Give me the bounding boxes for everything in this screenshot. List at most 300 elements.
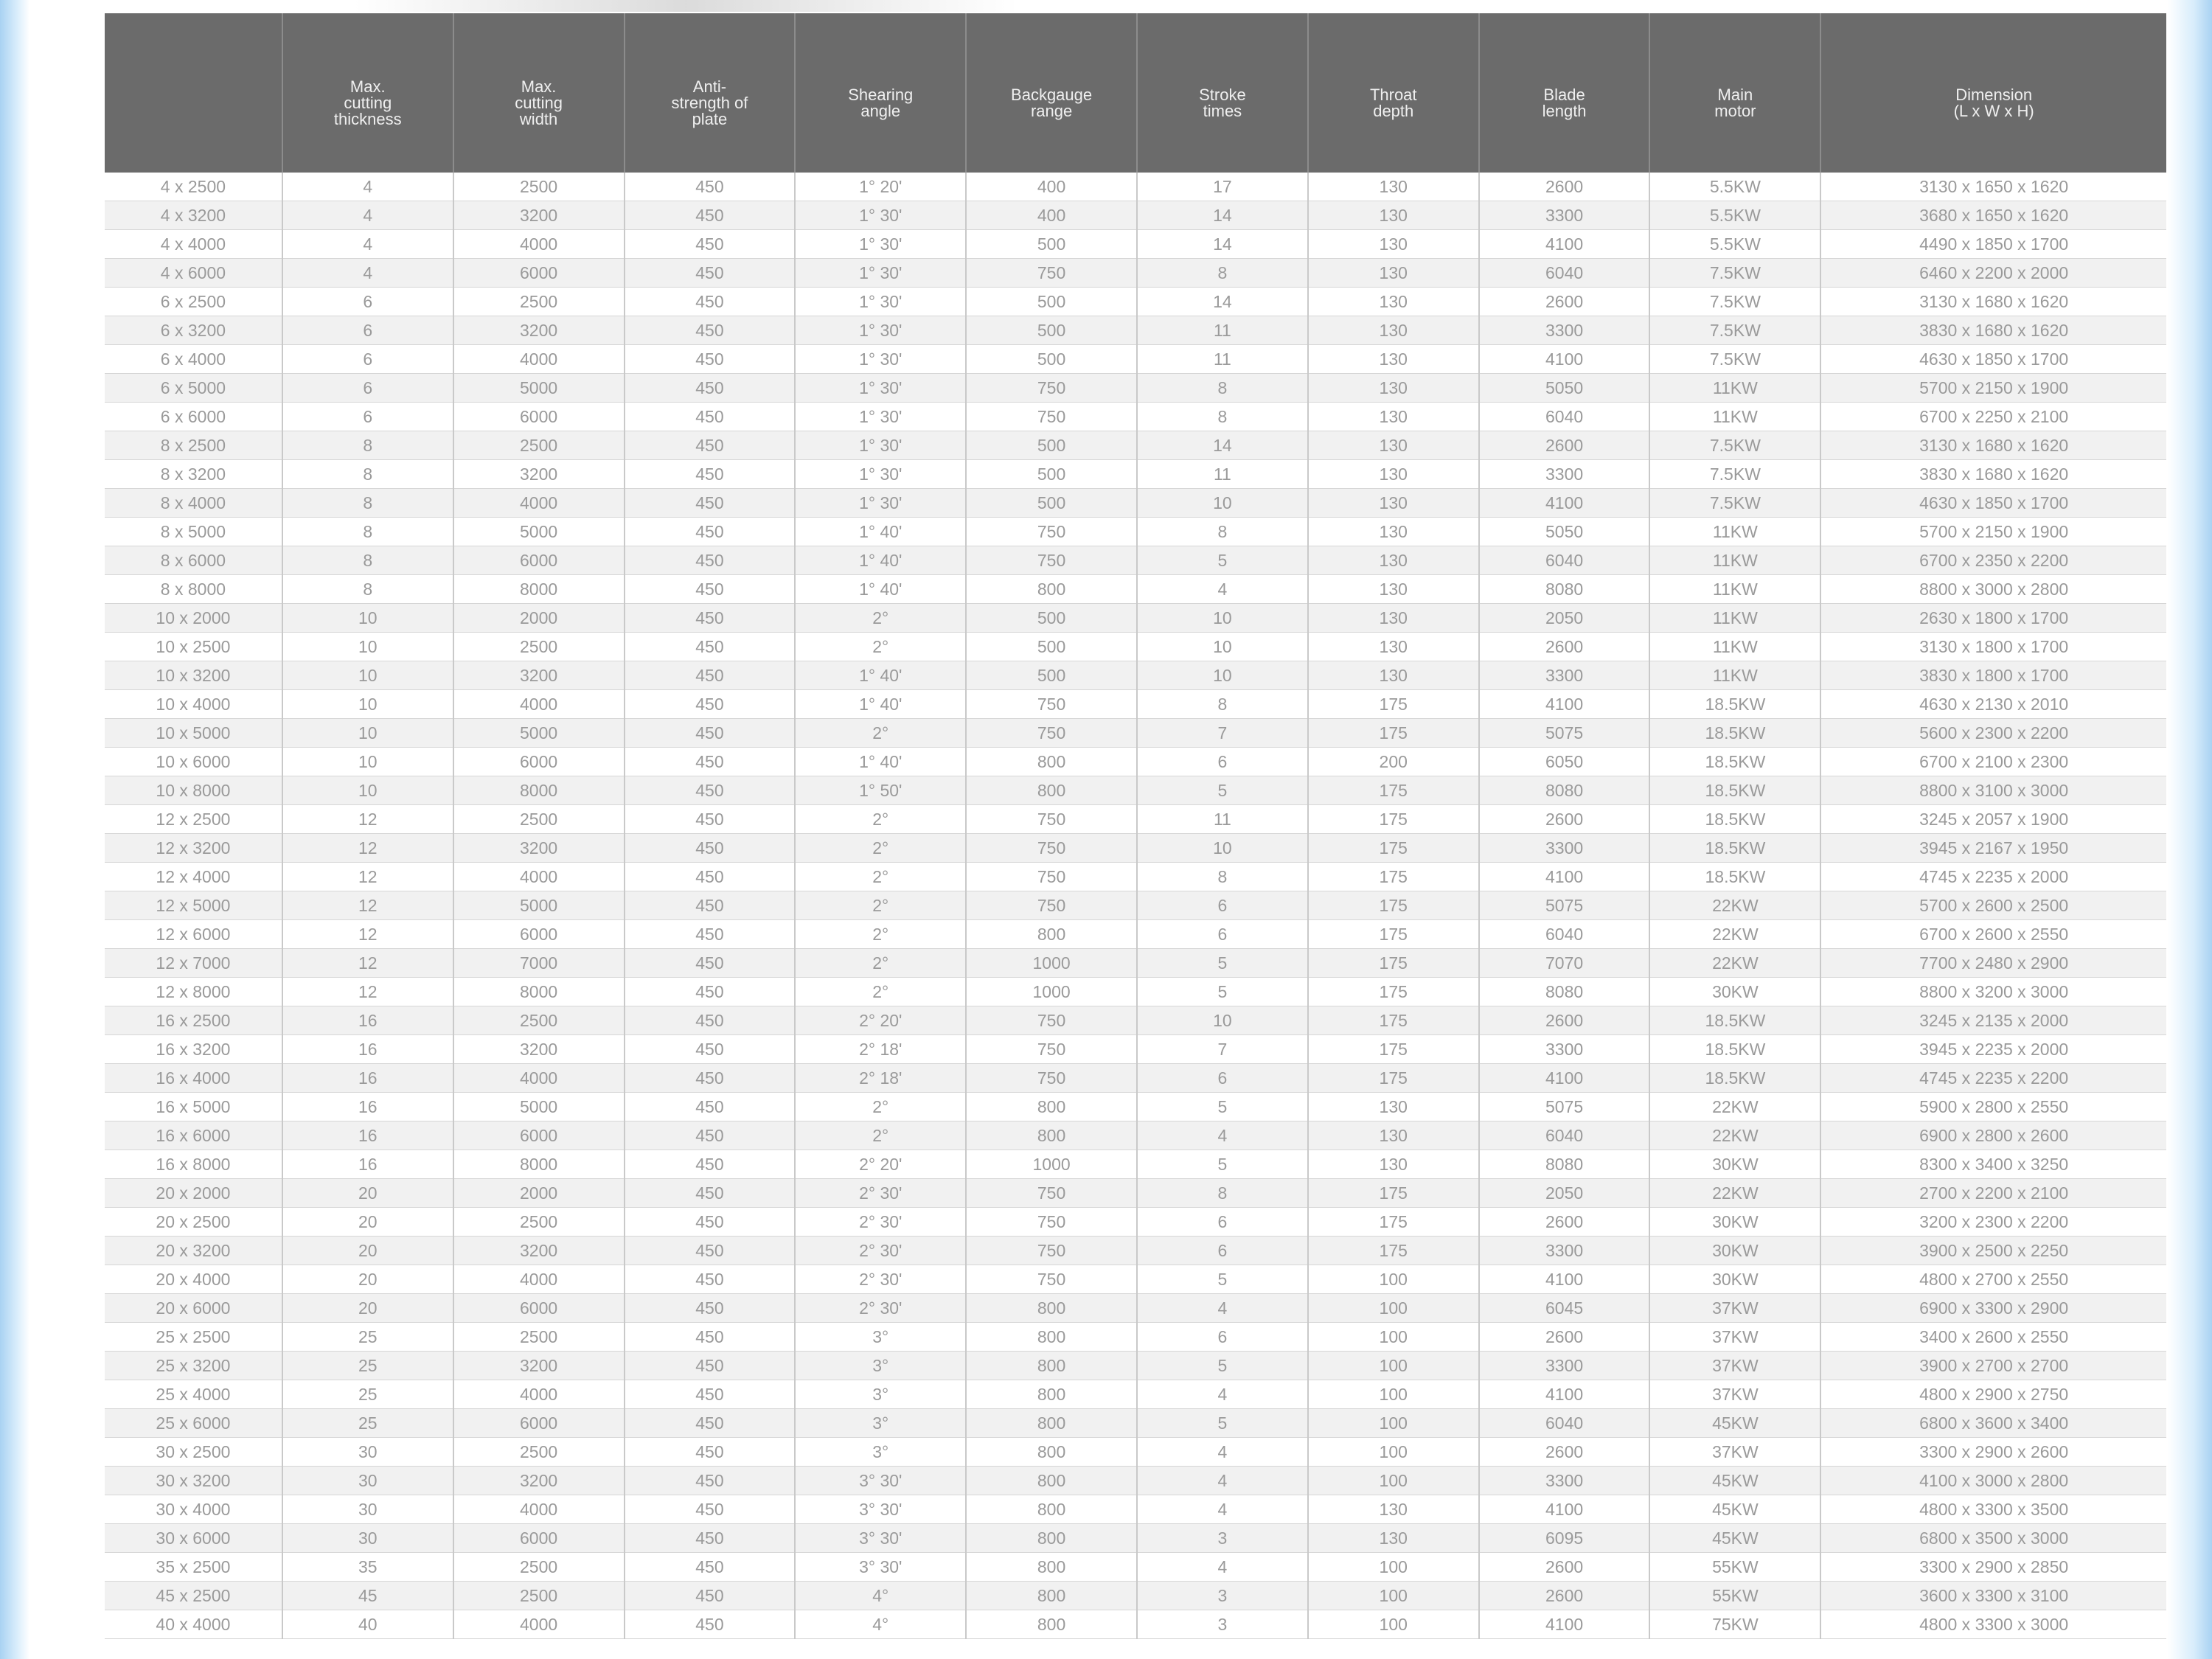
cell-anti-strength-of-plate: 450 bbox=[625, 288, 796, 316]
table-row bbox=[105, 1495, 2166, 1524]
cell-anti-strength-of-plate: 450 bbox=[625, 431, 796, 460]
cell-max-cutting-thickness: 35 bbox=[282, 1553, 453, 1582]
cell-anti-strength-of-plate: 450 bbox=[625, 920, 796, 949]
cell-stroke-times: 11 bbox=[1137, 460, 1308, 489]
cell-max-cutting-thickness: 8 bbox=[282, 575, 453, 604]
cell-stroke-times: 8 bbox=[1137, 374, 1308, 403]
cell-main-motor: 45KW bbox=[1649, 1409, 1820, 1438]
cell-main-motor: 37KW bbox=[1649, 1294, 1820, 1323]
cell-blade-length: 6095 bbox=[1479, 1524, 1650, 1553]
cell-anti-strength-of-plate: 450 bbox=[625, 834, 796, 863]
table-row bbox=[105, 1294, 2166, 1323]
cell-anti-strength-of-plate: 450 bbox=[625, 1093, 796, 1121]
table-row bbox=[105, 288, 2166, 316]
cell-main-motor: 11KW bbox=[1649, 374, 1820, 403]
table-row bbox=[105, 1208, 2166, 1237]
cell-throat-depth: 100 bbox=[1308, 1352, 1479, 1380]
cell-model: 8 x 2500 bbox=[105, 431, 282, 460]
cell-model: 35 x 2500 bbox=[105, 1553, 282, 1582]
cell-throat-depth: 175 bbox=[1308, 834, 1479, 863]
cell-throat-depth: 175 bbox=[1308, 1179, 1479, 1208]
cell-anti-strength-of-plate: 450 bbox=[625, 460, 796, 489]
cell-max-cutting-width: 8000 bbox=[453, 978, 625, 1006]
cell-model: 20 x 2500 bbox=[105, 1208, 282, 1237]
column-header-backgauge-range: Backgauge range bbox=[966, 13, 1137, 173]
cell-anti-strength-of-plate: 450 bbox=[625, 1495, 796, 1524]
cell-shearing-angle: 2° bbox=[795, 978, 966, 1006]
cell-anti-strength-of-plate: 450 bbox=[625, 690, 796, 719]
cell-shearing-angle: 2° bbox=[795, 1093, 966, 1121]
cell-model: 16 x 5000 bbox=[105, 1093, 282, 1121]
cell-max-cutting-width: 5000 bbox=[453, 1093, 625, 1121]
cell-stroke-times: 5 bbox=[1137, 1409, 1308, 1438]
cell-dimension: 3300 x 2900 x 2850 bbox=[1820, 1553, 2166, 1582]
cell-backgauge-range: 750 bbox=[966, 374, 1137, 403]
cell-blade-length: 2600 bbox=[1479, 1582, 1650, 1610]
cell-max-cutting-thickness: 16 bbox=[282, 1035, 453, 1064]
cell-dimension: 8300 x 3400 x 3250 bbox=[1820, 1150, 2166, 1179]
cell-throat-depth: 130 bbox=[1308, 1524, 1479, 1553]
cell-throat-depth: 175 bbox=[1308, 949, 1479, 978]
cell-backgauge-range: 750 bbox=[966, 518, 1137, 546]
table-row bbox=[105, 633, 2166, 661]
cell-model: 8 x 8000 bbox=[105, 575, 282, 604]
cell-dimension: 3830 x 1680 x 1620 bbox=[1820, 460, 2166, 489]
cell-model: 8 x 4000 bbox=[105, 489, 282, 518]
cell-shearing-angle: 1° 40' bbox=[795, 575, 966, 604]
cell-shearing-angle: 3° bbox=[795, 1380, 966, 1409]
column-header-blade-length: Blade length bbox=[1479, 13, 1650, 173]
cell-model: 16 x 8000 bbox=[105, 1150, 282, 1179]
cell-model: 25 x 6000 bbox=[105, 1409, 282, 1438]
cell-stroke-times: 4 bbox=[1137, 1553, 1308, 1582]
cell-shearing-angle: 3° bbox=[795, 1409, 966, 1438]
cell-shearing-angle: 1° 30' bbox=[795, 374, 966, 403]
cell-throat-depth: 130 bbox=[1308, 661, 1479, 690]
cell-throat-depth: 130 bbox=[1308, 288, 1479, 316]
cell-anti-strength-of-plate: 450 bbox=[625, 518, 796, 546]
cell-blade-length: 5050 bbox=[1479, 518, 1650, 546]
cell-max-cutting-thickness: 25 bbox=[282, 1352, 453, 1380]
cell-backgauge-range: 500 bbox=[966, 633, 1137, 661]
cell-shearing-angle: 2° 18' bbox=[795, 1064, 966, 1093]
cell-blade-length: 6040 bbox=[1479, 546, 1650, 575]
table-row bbox=[105, 1610, 2166, 1639]
cell-main-motor: 18.5KW bbox=[1649, 863, 1820, 891]
cell-main-motor: 22KW bbox=[1649, 891, 1820, 920]
cell-blade-length: 2600 bbox=[1479, 173, 1650, 201]
cell-max-cutting-width: 4000 bbox=[453, 1064, 625, 1093]
cell-max-cutting-thickness: 10 bbox=[282, 719, 453, 748]
cell-shearing-angle: 1° 30' bbox=[795, 489, 966, 518]
cell-shearing-angle: 4° bbox=[795, 1610, 966, 1639]
cell-max-cutting-thickness: 12 bbox=[282, 949, 453, 978]
cell-dimension: 6700 x 2600 x 2550 bbox=[1820, 920, 2166, 949]
cell-blade-length: 2600 bbox=[1479, 1553, 1650, 1582]
cell-main-motor: 30KW bbox=[1649, 1150, 1820, 1179]
cell-blade-length: 4100 bbox=[1479, 345, 1650, 374]
cell-blade-length: 6040 bbox=[1479, 920, 1650, 949]
cell-stroke-times: 6 bbox=[1137, 1237, 1308, 1265]
cell-blade-length: 6050 bbox=[1479, 748, 1650, 776]
cell-stroke-times: 8 bbox=[1137, 1179, 1308, 1208]
cell-main-motor: 22KW bbox=[1649, 920, 1820, 949]
cell-max-cutting-thickness: 4 bbox=[282, 173, 453, 201]
cell-anti-strength-of-plate: 450 bbox=[625, 259, 796, 288]
table-row bbox=[105, 949, 2166, 978]
table-row bbox=[105, 460, 2166, 489]
cell-main-motor: 18.5KW bbox=[1649, 719, 1820, 748]
table-row bbox=[105, 489, 2166, 518]
cell-max-cutting-thickness: 10 bbox=[282, 633, 453, 661]
cell-max-cutting-width: 2500 bbox=[453, 173, 625, 201]
column-header-throat-depth: Throat depth bbox=[1308, 13, 1479, 173]
table-row bbox=[105, 863, 2166, 891]
cell-main-motor: 30KW bbox=[1649, 1208, 1820, 1237]
cell-blade-length: 5050 bbox=[1479, 374, 1650, 403]
table-row bbox=[105, 891, 2166, 920]
cell-model: 30 x 2500 bbox=[105, 1438, 282, 1467]
cell-max-cutting-thickness: 16 bbox=[282, 1150, 453, 1179]
cell-max-cutting-thickness: 25 bbox=[282, 1323, 453, 1352]
cell-throat-depth: 100 bbox=[1308, 1409, 1479, 1438]
cell-model: 25 x 4000 bbox=[105, 1380, 282, 1409]
cell-anti-strength-of-plate: 450 bbox=[625, 1179, 796, 1208]
cell-dimension: 3130 x 1650 x 1620 bbox=[1820, 173, 2166, 201]
cell-dimension: 6800 x 3600 x 3400 bbox=[1820, 1409, 2166, 1438]
cell-backgauge-range: 750 bbox=[966, 259, 1137, 288]
table-row bbox=[105, 1006, 2166, 1035]
cell-anti-strength-of-plate: 450 bbox=[625, 805, 796, 834]
cell-shearing-angle: 2° bbox=[795, 863, 966, 891]
cell-shearing-angle: 1° 40' bbox=[795, 546, 966, 575]
cell-throat-depth: 130 bbox=[1308, 403, 1479, 431]
cell-dimension: 8800 x 3100 x 3000 bbox=[1820, 776, 2166, 805]
column-header-shearing-angle: Shearing angle bbox=[795, 13, 966, 173]
cell-anti-strength-of-plate: 450 bbox=[625, 403, 796, 431]
cell-max-cutting-thickness: 20 bbox=[282, 1294, 453, 1323]
cell-main-motor: 30KW bbox=[1649, 1265, 1820, 1294]
cell-max-cutting-thickness: 10 bbox=[282, 690, 453, 719]
cell-anti-strength-of-plate: 450 bbox=[625, 489, 796, 518]
cell-main-motor: 7.5KW bbox=[1649, 489, 1820, 518]
cell-max-cutting-thickness: 12 bbox=[282, 834, 453, 863]
cell-model: 10 x 6000 bbox=[105, 748, 282, 776]
cell-model: 16 x 6000 bbox=[105, 1121, 282, 1150]
cell-main-motor: 45KW bbox=[1649, 1467, 1820, 1495]
cell-shearing-angle: 2° bbox=[795, 834, 966, 863]
cell-shearing-angle: 2° 18' bbox=[795, 1035, 966, 1064]
cell-backgauge-range: 800 bbox=[966, 1323, 1137, 1352]
cell-max-cutting-thickness: 8 bbox=[282, 431, 453, 460]
cell-main-motor: 55KW bbox=[1649, 1582, 1820, 1610]
cell-max-cutting-width: 6000 bbox=[453, 1294, 625, 1323]
cell-backgauge-range: 800 bbox=[966, 1495, 1137, 1524]
table-row bbox=[105, 834, 2166, 863]
cell-anti-strength-of-plate: 450 bbox=[625, 1208, 796, 1237]
cell-stroke-times: 6 bbox=[1137, 920, 1308, 949]
cell-main-motor: 22KW bbox=[1649, 1179, 1820, 1208]
table-row bbox=[105, 1035, 2166, 1064]
cell-throat-depth: 100 bbox=[1308, 1582, 1479, 1610]
cell-dimension: 3830 x 1680 x 1620 bbox=[1820, 316, 2166, 345]
cell-dimension: 6460 x 2200 x 2000 bbox=[1820, 259, 2166, 288]
cell-blade-length: 4100 bbox=[1479, 1380, 1650, 1409]
cell-throat-depth: 130 bbox=[1308, 201, 1479, 230]
cell-max-cutting-width: 2500 bbox=[453, 1582, 625, 1610]
cell-model: 12 x 4000 bbox=[105, 863, 282, 891]
cell-backgauge-range: 800 bbox=[966, 1610, 1137, 1639]
cell-max-cutting-thickness: 6 bbox=[282, 374, 453, 403]
cell-max-cutting-thickness: 30 bbox=[282, 1467, 453, 1495]
cell-dimension: 3200 x 2300 x 2200 bbox=[1820, 1208, 2166, 1237]
cell-backgauge-range: 750 bbox=[966, 403, 1137, 431]
cell-backgauge-range: 750 bbox=[966, 834, 1137, 863]
cell-shearing-angle: 1° 30' bbox=[795, 460, 966, 489]
table-row bbox=[105, 403, 2166, 431]
column-header-anti-strength-of-plate: Anti- strength of plate bbox=[625, 13, 796, 173]
cell-model: 10 x 8000 bbox=[105, 776, 282, 805]
cell-stroke-times: 8 bbox=[1137, 403, 1308, 431]
cell-backgauge-range: 500 bbox=[966, 345, 1137, 374]
table-row bbox=[105, 920, 2166, 949]
cell-dimension: 8800 x 3200 x 3000 bbox=[1820, 978, 2166, 1006]
cell-throat-depth: 175 bbox=[1308, 1064, 1479, 1093]
cell-backgauge-range: 800 bbox=[966, 1352, 1137, 1380]
cell-dimension: 6700 x 2250 x 2100 bbox=[1820, 403, 2166, 431]
cell-shearing-angle: 2° 30' bbox=[795, 1237, 966, 1265]
cell-blade-length: 2600 bbox=[1479, 633, 1650, 661]
cell-max-cutting-width: 4000 bbox=[453, 230, 625, 259]
cell-max-cutting-width: 4000 bbox=[453, 1265, 625, 1294]
cell-blade-length: 2600 bbox=[1479, 805, 1650, 834]
cell-anti-strength-of-plate: 450 bbox=[625, 949, 796, 978]
cell-backgauge-range: 750 bbox=[966, 1064, 1137, 1093]
cell-throat-depth: 100 bbox=[1308, 1438, 1479, 1467]
cell-max-cutting-thickness: 40 bbox=[282, 1610, 453, 1639]
cell-model: 12 x 5000 bbox=[105, 891, 282, 920]
cell-blade-length: 8080 bbox=[1479, 776, 1650, 805]
table-row bbox=[105, 230, 2166, 259]
cell-anti-strength-of-plate: 450 bbox=[625, 604, 796, 633]
cell-blade-length: 2600 bbox=[1479, 1006, 1650, 1035]
cell-anti-strength-of-plate: 450 bbox=[625, 1035, 796, 1064]
table-row bbox=[105, 1524, 2166, 1553]
cell-main-motor: 11KW bbox=[1649, 546, 1820, 575]
cell-max-cutting-width: 2500 bbox=[453, 1208, 625, 1237]
cell-stroke-times: 5 bbox=[1137, 978, 1308, 1006]
cell-blade-length: 6040 bbox=[1479, 259, 1650, 288]
cell-anti-strength-of-plate: 450 bbox=[625, 719, 796, 748]
cell-backgauge-range: 800 bbox=[966, 1582, 1137, 1610]
cell-model: 12 x 2500 bbox=[105, 805, 282, 834]
cell-shearing-angle: 2° bbox=[795, 920, 966, 949]
cell-model: 30 x 3200 bbox=[105, 1467, 282, 1495]
cell-shearing-angle: 1° 40' bbox=[795, 690, 966, 719]
table-row bbox=[105, 978, 2166, 1006]
cell-shearing-angle: 2° bbox=[795, 949, 966, 978]
cell-backgauge-range: 750 bbox=[966, 1237, 1137, 1265]
cell-anti-strength-of-plate: 450 bbox=[625, 1524, 796, 1553]
cell-max-cutting-width: 6000 bbox=[453, 1121, 625, 1150]
table-row bbox=[105, 173, 2166, 201]
cell-main-motor: 18.5KW bbox=[1649, 805, 1820, 834]
cell-dimension: 3300 x 2900 x 2600 bbox=[1820, 1438, 2166, 1467]
cell-shearing-angle: 1° 40' bbox=[795, 748, 966, 776]
cell-max-cutting-width: 3200 bbox=[453, 316, 625, 345]
cell-main-motor: 37KW bbox=[1649, 1380, 1820, 1409]
cell-max-cutting-width: 3200 bbox=[453, 201, 625, 230]
cell-main-motor: 22KW bbox=[1649, 1121, 1820, 1150]
cell-dimension: 5700 x 2150 x 1900 bbox=[1820, 374, 2166, 403]
cell-anti-strength-of-plate: 450 bbox=[625, 776, 796, 805]
cell-anti-strength-of-plate: 450 bbox=[625, 374, 796, 403]
cell-throat-depth: 130 bbox=[1308, 575, 1479, 604]
cell-max-cutting-thickness: 6 bbox=[282, 316, 453, 345]
cell-throat-depth: 175 bbox=[1308, 1208, 1479, 1237]
cell-throat-depth: 175 bbox=[1308, 920, 1479, 949]
cell-blade-length: 3300 bbox=[1479, 1237, 1650, 1265]
cell-anti-strength-of-plate: 450 bbox=[625, 1323, 796, 1352]
table-row bbox=[105, 604, 2166, 633]
cell-backgauge-range: 1000 bbox=[966, 949, 1137, 978]
cell-shearing-angle: 1° 40' bbox=[795, 518, 966, 546]
cell-blade-length: 4100 bbox=[1479, 489, 1650, 518]
cell-throat-depth: 130 bbox=[1308, 633, 1479, 661]
cell-max-cutting-width: 3200 bbox=[453, 1035, 625, 1064]
cell-max-cutting-thickness: 16 bbox=[282, 1064, 453, 1093]
cell-model: 8 x 5000 bbox=[105, 518, 282, 546]
cell-throat-depth: 200 bbox=[1308, 748, 1479, 776]
cell-anti-strength-of-plate: 450 bbox=[625, 1553, 796, 1582]
cell-main-motor: 7.5KW bbox=[1649, 431, 1820, 460]
cell-main-motor: 18.5KW bbox=[1649, 776, 1820, 805]
cell-throat-depth: 130 bbox=[1308, 374, 1479, 403]
table-row bbox=[105, 431, 2166, 460]
table-row bbox=[105, 748, 2166, 776]
table-row bbox=[105, 690, 2166, 719]
table-body bbox=[105, 173, 2166, 1639]
cell-max-cutting-width: 6000 bbox=[453, 1409, 625, 1438]
cell-anti-strength-of-plate: 450 bbox=[625, 230, 796, 259]
cell-shearing-angle: 3° 30' bbox=[795, 1553, 966, 1582]
cell-backgauge-range: 750 bbox=[966, 719, 1137, 748]
cell-dimension: 3945 x 2235 x 2000 bbox=[1820, 1035, 2166, 1064]
cell-max-cutting-thickness: 8 bbox=[282, 546, 453, 575]
cell-dimension: 3245 x 2057 x 1900 bbox=[1820, 805, 2166, 834]
cell-main-motor: 5.5KW bbox=[1649, 230, 1820, 259]
cell-model: 10 x 4000 bbox=[105, 690, 282, 719]
cell-backgauge-range: 800 bbox=[966, 776, 1137, 805]
table-row bbox=[105, 259, 2166, 288]
cell-main-motor: 11KW bbox=[1649, 518, 1820, 546]
cell-throat-depth: 130 bbox=[1308, 230, 1479, 259]
table-row bbox=[105, 546, 2166, 575]
cell-throat-depth: 130 bbox=[1308, 259, 1479, 288]
cell-dimension: 3900 x 2700 x 2700 bbox=[1820, 1352, 2166, 1380]
cell-shearing-angle: 3° 30' bbox=[795, 1495, 966, 1524]
cell-max-cutting-thickness: 16 bbox=[282, 1121, 453, 1150]
cell-max-cutting-width: 3200 bbox=[453, 1237, 625, 1265]
cell-anti-strength-of-plate: 450 bbox=[625, 1265, 796, 1294]
cell-max-cutting-thickness: 10 bbox=[282, 776, 453, 805]
cell-throat-depth: 130 bbox=[1308, 1495, 1479, 1524]
cell-dimension: 2630 x 1800 x 1700 bbox=[1820, 604, 2166, 633]
cell-throat-depth: 175 bbox=[1308, 719, 1479, 748]
cell-shearing-angle: 4° bbox=[795, 1582, 966, 1610]
cell-blade-length: 5075 bbox=[1479, 1093, 1650, 1121]
cell-main-motor: 37KW bbox=[1649, 1323, 1820, 1352]
cell-max-cutting-thickness: 6 bbox=[282, 403, 453, 431]
cell-backgauge-range: 750 bbox=[966, 1265, 1137, 1294]
cell-main-motor: 11KW bbox=[1649, 633, 1820, 661]
cell-dimension: 5700 x 2600 x 2500 bbox=[1820, 891, 2166, 920]
cell-throat-depth: 130 bbox=[1308, 1150, 1479, 1179]
cell-model: 30 x 6000 bbox=[105, 1524, 282, 1553]
cell-max-cutting-width: 6000 bbox=[453, 403, 625, 431]
cell-blade-length: 3300 bbox=[1479, 460, 1650, 489]
cell-main-motor: 30KW bbox=[1649, 1237, 1820, 1265]
table-row bbox=[105, 1553, 2166, 1582]
table-row bbox=[105, 1093, 2166, 1121]
cell-dimension: 3400 x 2600 x 2550 bbox=[1820, 1323, 2166, 1352]
cell-throat-depth: 175 bbox=[1308, 978, 1479, 1006]
cell-blade-length: 3300 bbox=[1479, 201, 1650, 230]
cell-backgauge-range: 500 bbox=[966, 288, 1137, 316]
cell-stroke-times: 8 bbox=[1137, 863, 1308, 891]
cell-max-cutting-width: 4000 bbox=[453, 1495, 625, 1524]
cell-main-motor: 11KW bbox=[1649, 403, 1820, 431]
cell-backgauge-range: 750 bbox=[966, 690, 1137, 719]
cell-blade-length: 3300 bbox=[1479, 1352, 1650, 1380]
cell-dimension: 4630 x 1850 x 1700 bbox=[1820, 489, 2166, 518]
cell-shearing-angle: 1° 30' bbox=[795, 345, 966, 374]
cell-main-motor: 7.5KW bbox=[1649, 259, 1820, 288]
cell-model: 6 x 3200 bbox=[105, 316, 282, 345]
cell-dimension: 4800 x 2700 x 2550 bbox=[1820, 1265, 2166, 1294]
cell-model: 25 x 2500 bbox=[105, 1323, 282, 1352]
cell-throat-depth: 175 bbox=[1308, 690, 1479, 719]
cell-stroke-times: 6 bbox=[1137, 891, 1308, 920]
table-row bbox=[105, 201, 2166, 230]
cell-blade-length: 2050 bbox=[1479, 604, 1650, 633]
cell-max-cutting-width: 7000 bbox=[453, 949, 625, 978]
cell-model: 10 x 2000 bbox=[105, 604, 282, 633]
cell-model: 25 x 3200 bbox=[105, 1352, 282, 1380]
cell-dimension: 3245 x 2135 x 2000 bbox=[1820, 1006, 2166, 1035]
cell-max-cutting-thickness: 12 bbox=[282, 863, 453, 891]
cell-max-cutting-width: 2500 bbox=[453, 633, 625, 661]
cell-throat-depth: 130 bbox=[1308, 431, 1479, 460]
cell-dimension: 4100 x 3000 x 2800 bbox=[1820, 1467, 2166, 1495]
column-header-dimension: Dimension (L x W x H) bbox=[1820, 13, 2166, 173]
cell-stroke-times: 4 bbox=[1137, 575, 1308, 604]
cell-backgauge-range: 500 bbox=[966, 604, 1137, 633]
cell-model: 4 x 3200 bbox=[105, 201, 282, 230]
cell-backgauge-range: 1000 bbox=[966, 978, 1137, 1006]
cell-main-motor: 7.5KW bbox=[1649, 316, 1820, 345]
cell-dimension: 3830 x 1800 x 1700 bbox=[1820, 661, 2166, 690]
cell-backgauge-range: 800 bbox=[966, 575, 1137, 604]
cell-model: 16 x 2500 bbox=[105, 1006, 282, 1035]
cell-main-motor: 11KW bbox=[1649, 575, 1820, 604]
cell-stroke-times: 11 bbox=[1137, 316, 1308, 345]
cell-model: 20 x 6000 bbox=[105, 1294, 282, 1323]
cell-anti-strength-of-plate: 450 bbox=[625, 1438, 796, 1467]
cell-max-cutting-width: 2500 bbox=[453, 288, 625, 316]
cell-backgauge-range: 800 bbox=[966, 1467, 1137, 1495]
cell-main-motor: 22KW bbox=[1649, 949, 1820, 978]
